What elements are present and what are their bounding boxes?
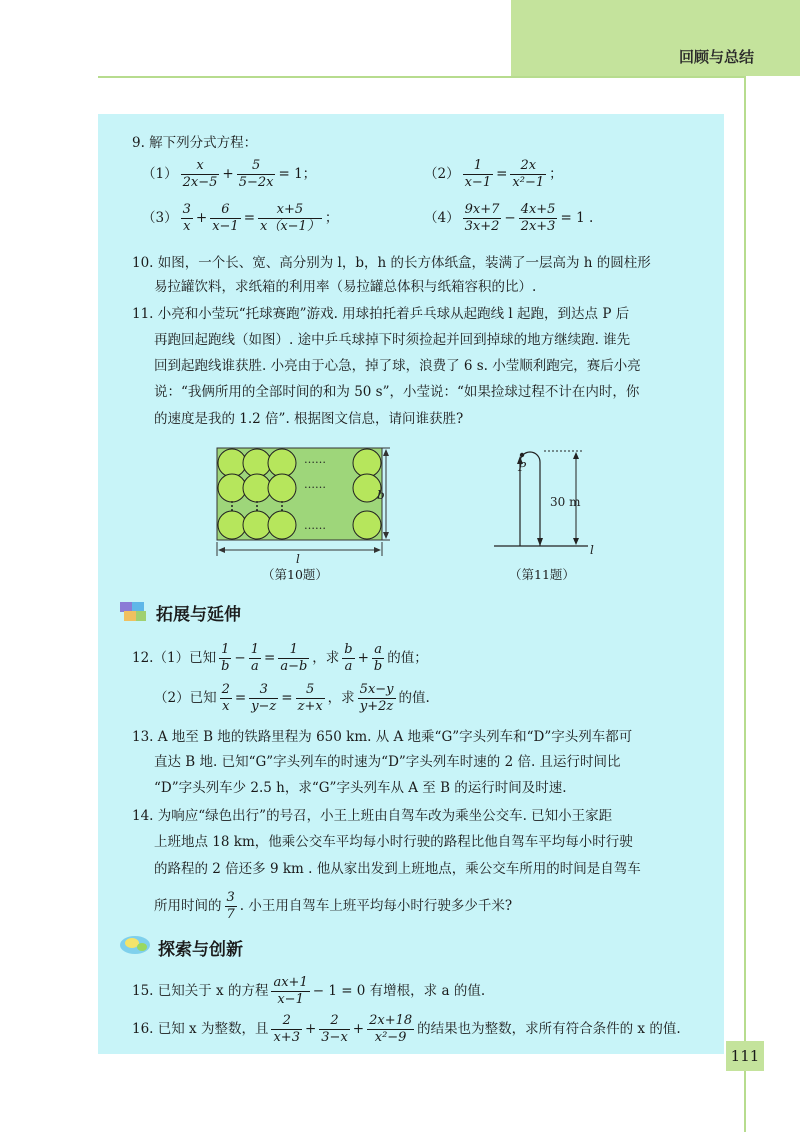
puzzle-icon [118, 598, 150, 624]
q13-line2: 直达 B 地. 已知“G”字头列车的时速为“D”字头列车时速的 2 倍. 且运行时间比 [154, 754, 621, 770]
q10-line2: 易拉罐饮料，求纸箱的利用率（易拉罐总体积与纸箱容积的比）. [154, 279, 537, 295]
bulb-icon [118, 933, 152, 957]
page-number: 111 [726, 1041, 764, 1071]
q11-line1: 11. 小亮和小莹玩“托球赛跑”游戏. 用球拍托着乒乓球从起跑线 l 起跑，到达点 P 后 [132, 306, 630, 322]
q13-line1: 13. A 地至 B 地的铁路里程为 650 km. 从 A 地乘“G”字头列车和“D”字头列车都可 [132, 729, 633, 745]
q12-part1: 12.（1）已知 $\frac{1}{b}$ − $\frac{1}{a}$ = $\frac{1}{a-b}$ ，求 $\frac{b}{a}$ + $\frac{a}{b}$ 的值； [132, 642, 428, 674]
label-l: l [590, 543, 594, 557]
q11-line3: 回到起跑线谁获胜. 小亮由于心急，掉了球，浪费了 6 s. 小莹顺利跑完，赛后小亮 [154, 358, 641, 374]
q14-line2: 上班地点 18 km，他乘公交车平均每小时行驶的路程比他自驾车平均每小时行驶 [154, 834, 633, 850]
q11-line4: 说：“我俩所用的全部时间的和为 50 s”，小莹说：“如果捡球过程不计在内时，你 [154, 384, 640, 400]
point-p [520, 453, 524, 457]
label-b: b [377, 488, 385, 502]
q16: 16. 已知 x 为整数，且 $\frac{2}{x+3}$ + $\frac{2}{3-x}$ + $\frac{2x+18}{\text{x²−9}}$ 的结果也为整数，求所有符合条件的 x 的值. [132, 1013, 681, 1045]
q14-line3: 的路程的 2 倍还多 9 km . 他从家出发到上班地点，乘公交车所用的时间是自驾车 [154, 861, 641, 877]
q9-part3: （3） $\frac{3}{x}$ + $\frac{6}{x-1}$ = $\frac{x+5}{x(x-1)}$ ； [142, 202, 339, 234]
label-p: P [518, 460, 527, 474]
section-explore-title: 探索与创新 [158, 940, 243, 960]
dots-row3: …… [304, 519, 326, 532]
q13-line3: “D”字头列车少 2.5 h，求“G”字头列车从 A 至 B 的运行时间及时速. [154, 780, 567, 796]
header-rule [98, 76, 744, 78]
dots-row2: …… [304, 478, 326, 491]
dots-row1: …… [304, 453, 326, 466]
label-30m: 30 m [550, 495, 581, 509]
q9-part1: （1） $\frac{x}{2x-5}$ + $\frac{5}{5-2x}$ = 1； [142, 158, 317, 190]
q14-line4: 所用时间的 $\frac{3}{7}$ . 小王用自驾车上班平均每小时行驶多少千米? [154, 890, 513, 922]
header-title: 回顾与总结 [678, 48, 754, 66]
margin-rule [744, 76, 746, 1132]
label-l: l [296, 552, 300, 566]
q9-part4: （4） $\frac{9x+7}{3x+2}$ − $\frac{4x+5}{2x+3}$ = 1 . [424, 202, 594, 234]
q11-line5: 的速度是我的 1.2 倍”. 根据图文信息，请问谁获胜? [154, 411, 464, 427]
q10-line1: 10. 如图，一个长、宽、高分别为 l，b，h 的长方体纸盒，装满了一层高为 h 的圆柱形 [132, 255, 651, 271]
figure-10 [210, 444, 400, 574]
q9-part2: （2） $\frac{1}{x-1}$ = $\frac{2x}{\text{x²−1}}$ ； [424, 158, 563, 190]
caption-11: （第11题） [509, 567, 575, 582]
section-extend-title: 拓展与延伸 [156, 605, 241, 625]
header-tab [511, 0, 800, 76]
q12-part2: （2）已知 $\frac{2}{x}$ = $\frac{3}{y-z}$ = $\frac{5}{z+x}$ ，求 $\frac{5x-y}{y+2z}$ 的值. [154, 682, 430, 714]
caption-10: （第10题） [262, 567, 328, 582]
q11-line2: 再跑回起跑线（如图）. 途中乒乓球掉下时须捡起并回到掉球的地方继续跑. 谁先 [154, 332, 631, 348]
q14-line1: 14. 为响应“绿色出行”的号召，小王上班由自驾车改为乘坐公交车. 已知小王家距 [132, 808, 613, 824]
q9-stem: 9. 解下列分式方程： [132, 135, 258, 151]
q15: 15. 已知关于 x 的方程 $\frac{ax+1}{x-1}$ − 1 = 0 有增根，求 a 的值. [132, 975, 486, 1007]
figure-11 [480, 440, 610, 565]
